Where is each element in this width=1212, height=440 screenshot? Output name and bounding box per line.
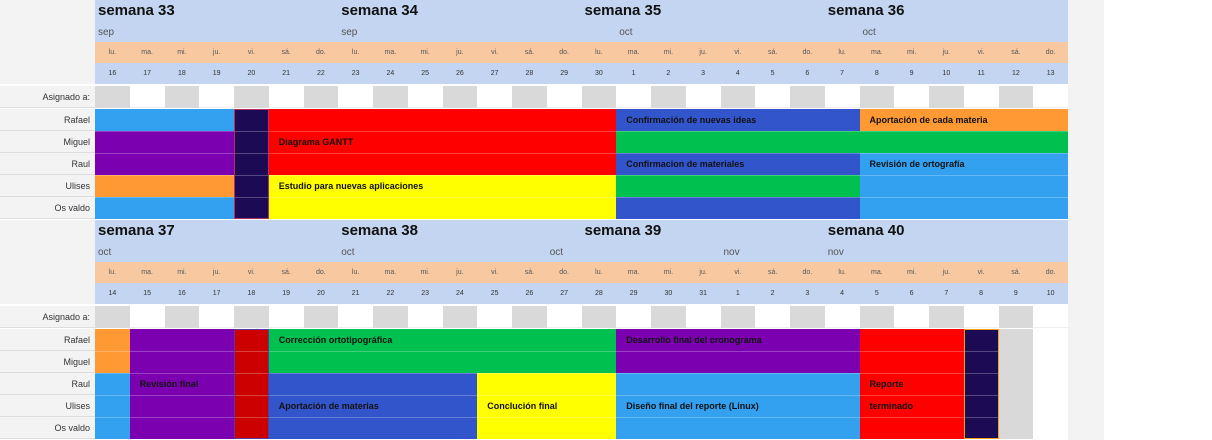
date-label: 18	[247, 290, 256, 297]
date-label: 13	[1046, 70, 1055, 77]
gantt-cell[interactable]	[130, 417, 234, 439]
weekday-label: vi.	[491, 269, 499, 276]
date-label: 9	[909, 70, 914, 77]
member-name: Rafael	[63, 335, 90, 345]
assignee-cell[interactable]	[721, 86, 756, 108]
month-label: oct	[549, 247, 564, 258]
gantt-cell[interactable]	[616, 351, 859, 373]
date-label: 16	[177, 290, 186, 297]
weekend-cell	[999, 373, 1034, 395]
assignee-cell[interactable]	[269, 86, 304, 108]
member-name: Ulises	[65, 181, 90, 191]
weekday-label: lu.	[838, 269, 846, 276]
week-header-band	[95, 220, 1068, 262]
gantt-cell[interactable]	[269, 109, 617, 131]
date-label: 12	[1011, 70, 1020, 77]
weekday-label: mi.	[663, 49, 674, 56]
gantt-cell[interactable]	[269, 417, 478, 439]
gantt-cell[interactable]	[269, 351, 617, 373]
gantt-cell[interactable]	[860, 131, 1069, 153]
gantt-cell[interactable]	[616, 131, 859, 153]
date-label: 17	[143, 70, 152, 77]
header-left-pad	[0, 0, 95, 84]
weekday-label: ju.	[699, 269, 707, 276]
date-label: 22	[386, 290, 395, 297]
weekday-label: lu.	[595, 49, 603, 56]
weekend-cell	[999, 417, 1034, 439]
date-label: 11	[977, 70, 985, 77]
gantt-cell[interactable]	[95, 175, 234, 197]
weekday-label: lu.	[108, 269, 117, 276]
assignee-cell[interactable]	[165, 86, 200, 108]
date-label: 21	[282, 70, 291, 77]
date-label: 1	[631, 70, 636, 77]
assignee-cell[interactable]	[755, 86, 790, 108]
date-label: 3	[805, 290, 810, 297]
member-name: Os valdo	[54, 203, 90, 213]
assignee-cell[interactable]	[130, 86, 165, 108]
week-label: semana 40	[827, 222, 905, 239]
gantt-cell[interactable]	[477, 417, 616, 439]
month-label: oct	[862, 27, 876, 38]
member-name: Raul	[71, 159, 90, 169]
gantt-cell[interactable]	[95, 329, 130, 351]
weekday-label: ma.	[871, 269, 883, 276]
assignee-cell[interactable]	[304, 86, 339, 108]
date-label: 29	[560, 70, 569, 77]
date-label: 2	[666, 70, 671, 77]
assignee-cell[interactable]	[616, 306, 651, 328]
assignee-cell[interactable]	[234, 86, 269, 108]
date-label: 20	[316, 290, 325, 297]
weekday-label: ma.	[384, 269, 397, 276]
assignee-cell[interactable]	[408, 86, 443, 108]
weekday-label: do.	[316, 269, 326, 276]
date-label: 23	[351, 70, 360, 77]
date-label: 8	[979, 290, 984, 297]
month-label: nov	[827, 247, 844, 258]
month-label: oct	[341, 247, 355, 258]
gantt-cell[interactable]	[95, 417, 130, 439]
assignee-cell[interactable]	[477, 306, 512, 328]
assignee-cell[interactable]	[1033, 86, 1068, 108]
date-label: 17	[212, 290, 221, 297]
task-bar-label[interactable]: Conclución final	[487, 401, 558, 411]
weekday-label: sá.	[767, 49, 778, 56]
gantt-cell[interactable]	[95, 109, 234, 131]
gantt-cell[interactable]	[616, 417, 859, 439]
assigned-label: Asignado a:	[42, 92, 90, 102]
date-label: 24	[386, 70, 395, 77]
gantt-cell[interactable]	[860, 329, 964, 351]
assignee-cell[interactable]	[338, 306, 373, 328]
member-name: Miguel	[63, 357, 90, 367]
date-label: 19	[212, 70, 221, 77]
gantt-cell[interactable]	[616, 175, 859, 197]
member-name: Os valdo	[54, 423, 90, 433]
gantt-cell[interactable]	[616, 197, 859, 219]
assignee-cell[interactable]	[790, 306, 825, 328]
date-label: 26	[525, 290, 534, 297]
gantt-cell[interactable]	[130, 329, 234, 351]
member-name: Raul	[71, 379, 90, 389]
date-label: 3	[701, 70, 706, 77]
gantt-cell[interactable]	[130, 395, 234, 417]
weekday-label: mi.	[420, 49, 430, 56]
assignee-cell[interactable]	[234, 306, 269, 328]
member-name: Ulises	[65, 401, 90, 411]
weekday-label: ju.	[212, 269, 221, 276]
weekday-label: mi.	[177, 269, 187, 276]
date-label: 5	[770, 70, 775, 77]
task-bar-label[interactable]: Aportación de materias	[278, 401, 379, 411]
date-label: 6	[909, 290, 914, 297]
weekday-label: sá.	[524, 269, 535, 276]
assignee-cell[interactable]	[999, 86, 1034, 108]
weekday-label: ju.	[212, 49, 221, 56]
assignee-cell[interactable]	[547, 306, 582, 328]
assignee-cell[interactable]	[547, 86, 582, 108]
date-label: 9	[1013, 290, 1018, 297]
weekday-label: ma.	[141, 269, 153, 276]
assignee-cell[interactable]	[199, 306, 234, 328]
assignee-cell[interactable]	[651, 306, 686, 328]
week-label: semana 34	[341, 2, 418, 19]
assignee-cell[interactable]	[477, 86, 512, 108]
assignee-cell[interactable]	[860, 86, 895, 108]
gantt-cell[interactable]	[269, 197, 617, 219]
sheet-right-margin	[1068, 0, 1104, 220]
weekday-label: vi.	[247, 269, 255, 276]
assignee-cell[interactable]	[512, 86, 547, 108]
weekday-label: sá.	[767, 269, 778, 276]
date-label: 30	[594, 70, 603, 77]
weekday-label: do.	[802, 49, 813, 56]
assignee-cell[interactable]	[616, 86, 651, 108]
gantt-cell[interactable]	[860, 351, 964, 373]
gantt-cell[interactable]	[269, 373, 478, 395]
date-label: 21	[351, 290, 360, 297]
assignee-cell[interactable]	[686, 86, 721, 108]
gantt-cell[interactable]	[130, 351, 234, 373]
weekday-label: lu.	[108, 49, 117, 56]
assignee-cell[interactable]	[999, 306, 1034, 328]
weekday-label: mi.	[663, 269, 674, 276]
weekday-label: sá.	[281, 269, 291, 276]
date-label: 2	[770, 290, 775, 297]
weekday-label: do.	[559, 269, 569, 276]
assignee-cell[interactable]	[95, 86, 130, 108]
assignee-cell[interactable]	[338, 86, 373, 108]
assignee-cell[interactable]	[964, 306, 999, 328]
assignee-cell[interactable]	[721, 306, 756, 328]
week-label: semana 35	[584, 2, 662, 19]
assignee-cell[interactable]	[860, 306, 895, 328]
date-label: 19	[282, 290, 291, 297]
gantt-cell[interactable]	[95, 131, 234, 153]
assigned-label: Asignado a:	[42, 312, 90, 322]
weekday-label: mi.	[420, 269, 430, 276]
member-name: Miguel	[63, 137, 90, 147]
assignee-cell[interactable]	[512, 306, 547, 328]
weekday-label: vi.	[977, 49, 985, 56]
weekday-label: ju.	[942, 49, 951, 56]
weekend-cell	[999, 395, 1034, 417]
gantt-cell[interactable]	[616, 373, 859, 395]
weekday-label: mi.	[177, 49, 187, 56]
weekend-cell	[999, 329, 1034, 351]
date-label: 7	[944, 290, 949, 297]
assignee-cell[interactable]	[894, 306, 929, 328]
weekday-label: vi.	[977, 269, 985, 276]
date-label: 10	[942, 70, 951, 77]
assignee-cell[interactable]	[686, 306, 721, 328]
assignee-cell[interactable]	[929, 86, 964, 108]
weekday-label: do.	[1045, 49, 1056, 56]
weekday-label: lu.	[595, 269, 603, 276]
date-label: 16	[108, 70, 117, 77]
weekday-label: lu.	[351, 269, 360, 276]
date-label: 24	[455, 290, 464, 297]
task-bar-label[interactable]: Diagrama GANTT	[278, 137, 354, 147]
date-label: 15	[143, 290, 152, 297]
assignee-cell[interactable]	[373, 86, 408, 108]
task-bar-label[interactable]: Desarrollo final del cronograma	[626, 335, 762, 345]
sheet-right-margin	[1068, 220, 1104, 440]
date-label: 25	[421, 70, 430, 77]
today-marker	[964, 329, 999, 439]
weekday-label: sá.	[1011, 49, 1021, 56]
date-label: 6	[805, 70, 810, 77]
assignee-cell[interactable]	[790, 86, 825, 108]
weekday-label: do.	[1045, 269, 1056, 276]
weekday-label: ma.	[871, 49, 883, 56]
weekday-label: vi.	[734, 269, 742, 276]
date-label: 14	[108, 290, 117, 297]
week-label: semana 38	[341, 222, 418, 239]
date-label: 4	[735, 70, 740, 77]
weekday-label: sá.	[281, 49, 291, 56]
date-label: 5	[874, 290, 879, 297]
task-bar-label[interactable]: Revisión final	[139, 379, 199, 389]
date-label: 7	[840, 70, 845, 77]
assignee-cell[interactable]	[825, 86, 860, 108]
weekday-label: mi.	[906, 49, 917, 56]
assignee-cell[interactable]	[651, 86, 686, 108]
gantt-cell[interactable]	[269, 153, 617, 175]
today-marker	[234, 109, 269, 219]
weekday-label: ma.	[627, 49, 640, 56]
weekday-label: vi.	[247, 49, 255, 56]
weekday-label: ju.	[699, 49, 707, 56]
weekday-label: ma.	[384, 49, 397, 56]
assignee-cell[interactable]	[165, 306, 200, 328]
weekday-label: do.	[559, 49, 569, 56]
date-label: 23	[421, 290, 430, 297]
assignee-cell[interactable]	[408, 306, 443, 328]
task-bar-label[interactable]: Confirmación de nuevas ideas	[626, 115, 757, 125]
gantt-cell[interactable]	[95, 351, 130, 373]
date-label: 20	[247, 70, 256, 77]
gantt-cell[interactable]	[95, 395, 130, 417]
month-label: oct	[98, 247, 112, 258]
assignee-cell[interactable]	[373, 306, 408, 328]
task-bar-label[interactable]: Corrección ortotipográfica	[278, 335, 393, 345]
assignee-cell[interactable]	[582, 86, 617, 108]
date-label: 1	[735, 290, 740, 297]
week-label: semana 37	[98, 222, 175, 239]
date-label: 4	[840, 290, 845, 297]
gantt-cell[interactable]	[95, 153, 234, 175]
gantt-cell[interactable]	[860, 197, 1069, 219]
month-label: sep	[98, 27, 115, 38]
date-label: 27	[490, 70, 499, 77]
assignee-cell[interactable]	[582, 306, 617, 328]
weekday-label: lu.	[351, 49, 360, 56]
date-label: 30	[664, 290, 673, 297]
week-label: semana 39	[584, 222, 662, 239]
today-marker	[234, 329, 269, 439]
task-bar-label[interactable]: Estudio para nuevas aplicaciones	[278, 181, 424, 191]
assignee-cell[interactable]	[825, 306, 860, 328]
gantt-cell[interactable]	[95, 373, 130, 395]
date-label: 31	[699, 290, 708, 297]
month-label: oct	[619, 27, 633, 38]
header-left-pad	[0, 220, 95, 304]
assignee-cell[interactable]	[929, 306, 964, 328]
weekday-label: sá.	[1011, 269, 1021, 276]
weekday-label: do.	[802, 269, 813, 276]
month-label: sep	[341, 27, 358, 38]
task-bar-label[interactable]: Reporte	[869, 379, 904, 389]
gantt-cell[interactable]	[477, 373, 616, 395]
week-label: semana 36	[827, 2, 905, 19]
weekday-label: ma.	[627, 269, 640, 276]
weekday-label: lu.	[838, 49, 846, 56]
weekday-label: sá.	[524, 49, 535, 56]
date-label: 8	[874, 70, 879, 77]
date-label: 22	[316, 70, 325, 77]
assignee-cell[interactable]	[1033, 306, 1068, 328]
weekday-label: ju.	[456, 49, 464, 56]
task-bar-label[interactable]: Diseño final del reporte (Linux)	[626, 401, 759, 411]
assignee-cell[interactable]	[443, 306, 478, 328]
date-label: 25	[490, 290, 499, 297]
assignee-cell[interactable]	[894, 86, 929, 108]
date-label: 28	[525, 70, 534, 77]
weekday-label: do.	[316, 49, 326, 56]
week-header-band	[95, 0, 1068, 42]
date-label: 10	[1046, 290, 1055, 297]
weekday-label: vi.	[491, 49, 499, 56]
gantt-cell[interactable]	[860, 175, 1069, 197]
task-bar-label[interactable]: Revisión de ortografía	[869, 159, 965, 169]
gantt-cell[interactable]	[95, 197, 234, 219]
assignee-cell[interactable]	[443, 86, 478, 108]
date-label: 18	[177, 70, 186, 77]
date-label: 27	[560, 290, 569, 297]
weekday-label: vi.	[734, 49, 742, 56]
assignee-cell[interactable]	[964, 86, 999, 108]
weekday-label: ma.	[141, 49, 153, 56]
task-bar-label[interactable]: terminado	[869, 401, 914, 411]
assignee-cell[interactable]	[199, 86, 234, 108]
assignee-cell[interactable]	[755, 306, 790, 328]
date-label: 28	[594, 290, 603, 297]
task-bar-label[interactable]: Confirmacion de materiales	[626, 159, 745, 169]
date-label: 26	[455, 70, 464, 77]
assignee-cell[interactable]	[269, 306, 304, 328]
member-name: Rafael	[63, 115, 90, 125]
assignee-cell[interactable]	[130, 306, 165, 328]
assignee-cell[interactable]	[304, 306, 339, 328]
task-bar-label[interactable]: Aportación de cada materia	[869, 115, 988, 125]
assignee-cell[interactable]	[95, 306, 130, 328]
gantt-cell[interactable]	[860, 417, 964, 439]
week-label: semana 33	[98, 2, 175, 19]
weekday-label: mi.	[906, 269, 917, 276]
weekday-label: ju.	[456, 269, 464, 276]
date-label: 29	[629, 290, 638, 297]
weekend-cell	[999, 351, 1034, 373]
weekday-label: ju.	[942, 269, 951, 276]
month-label: nov	[723, 247, 740, 258]
